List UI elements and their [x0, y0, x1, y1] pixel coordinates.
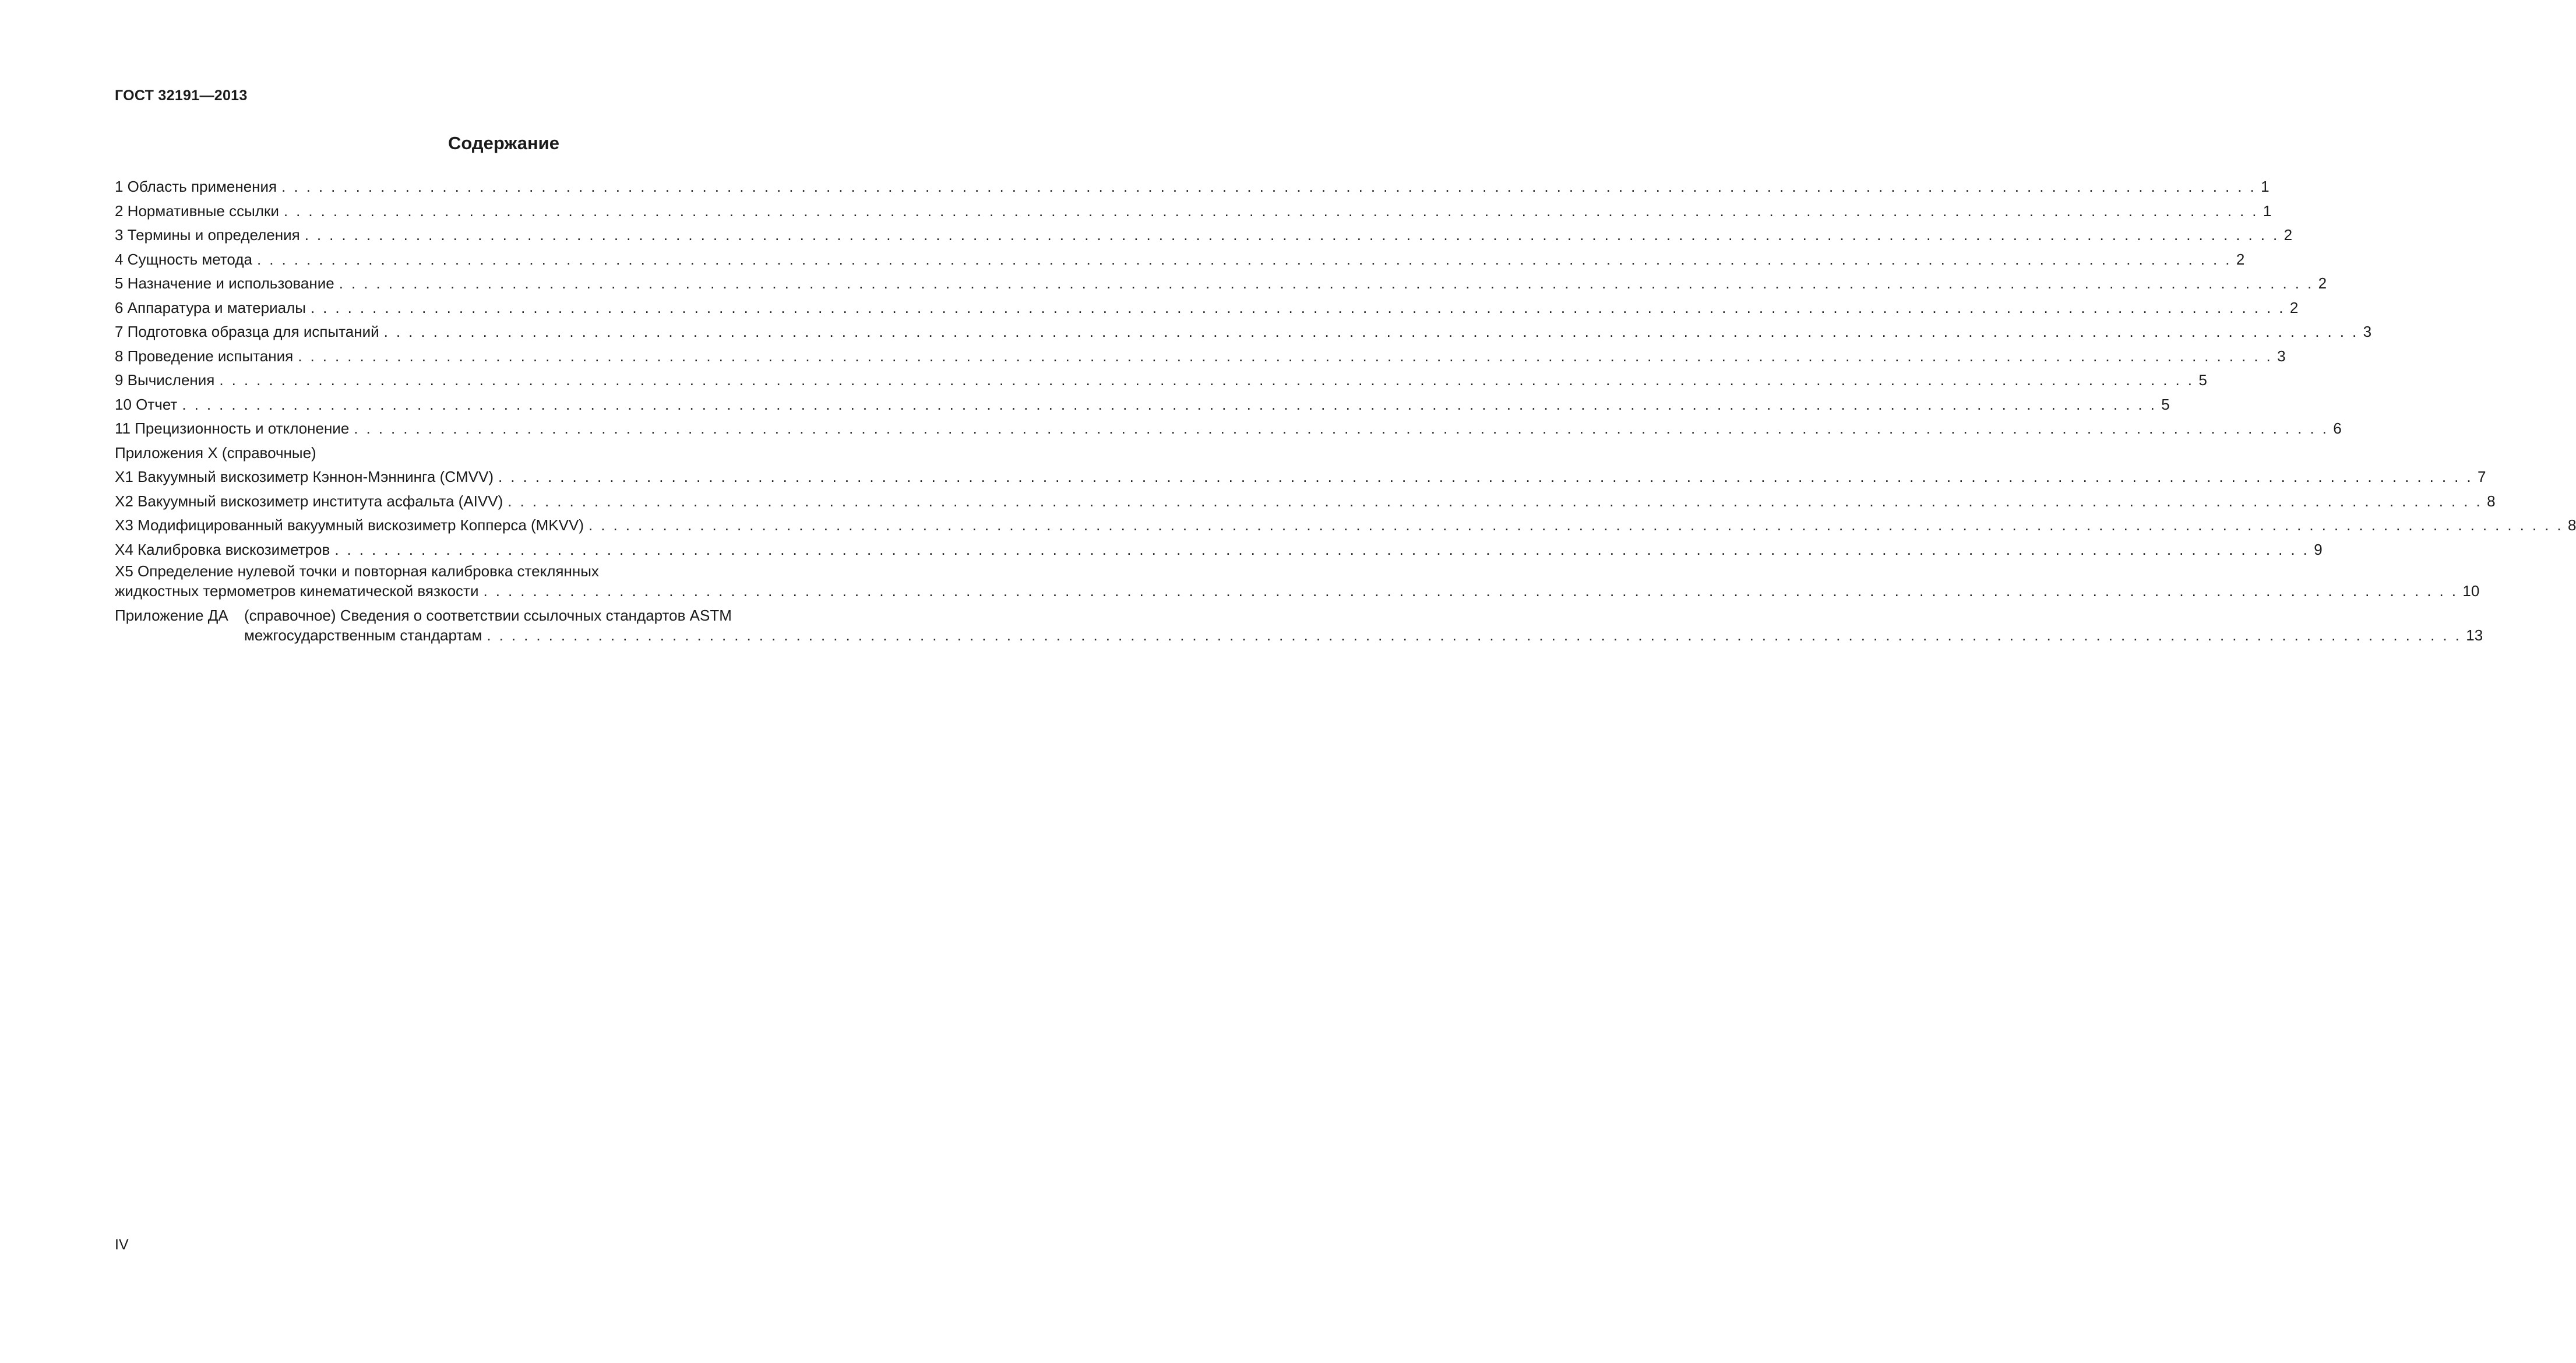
- toc-entry-page: 10: [2462, 582, 2480, 600]
- toc-entry-page: 8: [2567, 516, 2576, 534]
- toc-entry-label: 6 Аппаратура и материалы: [115, 298, 306, 316]
- toc-entry-label-line1: X5 Определение нулевой точки и повторная калибровка стеклянных: [115, 562, 599, 580]
- toc-leader-dots: . . . . . . . . . . . . . . . . . . . . . . . . . . . . . . . . . . . . . . . . . . . . . . . . . . . . . . . . . . . . . . . . . . . . . . . . . . . . . . . . . . . . . . . . . . . . . . . . . . . . . . . . . . . . . . . . . . . . . . . . . . . . . . . . . . . . . . . . . . . . . . . . . . . . . . . . . . . . . . . .: [487, 626, 2462, 644]
- toc-leader-dots: . . . . . . . . . . . . . . . . . . . . . . . . . . . . . . . . . . . . . . . . . . . . . . . . . . . . . . . . . . . . . . . . . . . . . . . . . . . . . . . . . . . . . . . . . . . . . . . . . . . . . . . . . . . . . . . . . . . . . . . . . . . . . . . . . . . . . . . . . . . . . . . . . . . . . . . . . . . . . . . .: [283, 202, 2258, 220]
- toc-entry[interactable]: [115, 175, 2270, 199]
- toc-entry[interactable]: [115, 248, 2245, 272]
- toc-entry-x5[interactable]: [115, 562, 2480, 601]
- toc-entry-label: X2 Вакуумный вискозиметр института асфальта (AIVV): [115, 492, 503, 510]
- toc-entry-page: 7: [2477, 468, 2486, 485]
- toc-entry-page: 8: [2487, 492, 2496, 510]
- toc-entry-page: 6: [2333, 420, 2342, 437]
- toc-entry[interactable]: [115, 272, 2327, 296]
- document-header: ГОСТ 32191—2013: [115, 87, 248, 104]
- toc-entry-label: 11 Прецизионность и отклонение: [115, 420, 350, 437]
- toc-leader-dots: . . . . . . . . . . . . . . . . . . . . . . . . . . . . . . . . . . . . . . . . . . . . . . . . . . . . . . . . . . . . . . . . . . . . . . . . . . . . . . . . . . . . . . . . . . . . . . . . . . . . . . . . . . . . . . . . . . . . . . . . . . . . . . . . . . . . . . . . . . . . . . . . . . . . . . . . . . . . . . . .: [508, 492, 2483, 510]
- toc-entry-label: 5 Назначение и использование: [115, 274, 334, 292]
- toc-entry-label: 1 Область применения: [115, 178, 277, 195]
- toc-entry-appendix-da[interactable]: [115, 606, 2483, 646]
- toc-entry-page: 9: [2314, 540, 2323, 558]
- toc-entry[interactable]: [115, 223, 2293, 248]
- toc-entry-label: 2 Нормативные ссылки: [115, 202, 279, 220]
- toc-entry-page: 13: [2466, 626, 2483, 644]
- toc-entry-label: 9 Вычисления: [115, 371, 215, 389]
- toc-leader-dots: . . . . . . . . . . . . . . . . . . . . . . . . . . . . . . . . . . . . . . . . . . . . . . . . . . . . . . . . . . . . . . . . . . . . . . . . . . . . . . . . . . . . . . . . . . . . . . . . . . . . . . . . . . . . . . . . . . . . . . . . . . . . . . . . . . . . . . . . . . . . . . . . . . . . . . . . . . . . . . . .: [354, 420, 2329, 437]
- toc-entry-label-line2: жидкостных термометров кинематической вязкости: [115, 582, 479, 600]
- toc-entry[interactable]: [115, 199, 2272, 224]
- toc-entry-label: 8 Проведение испытания: [115, 347, 294, 365]
- toc-entry[interactable]: [115, 465, 2486, 489]
- toc-entry-page: 2: [2289, 298, 2299, 316]
- toc-entry[interactable]: [115, 344, 2286, 369]
- toc-entry[interactable]: [115, 489, 2496, 514]
- toc-entry-page: 1: [2261, 178, 2270, 195]
- toc-leader-dots: . . . . . . . . . . . . . . . . . . . . . . . . . . . . . . . . . . . . . . . . . . . . . . . . . . . . . . . . . . . . . . . . . . . . . . . . . . . . . . . . . . . . . . . . . . . . . . . . . . . . . . . . . . . . . . . . . . . . . . . . . . . . . . . . . . . . . . . . . . . . . . . . . . . . . . . . . . . . . . . .: [383, 323, 2359, 340]
- toc-entry-label-line2: межгосударственным стандартам: [244, 626, 482, 644]
- toc-leader-dots: . . . . . . . . . . . . . . . . . . . . . . . . . . . . . . . . . . . . . . . . . . . . . . . . . . . . . . . . . . . . . . . . . . . . . . . . . . . . . . . . . . . . . . . . . . . . . . . . . . . . . . . . . . . . . . . . . . . . . . . . . . . . . . . . . . . . . . . . . . . . . . . . . . . . . . . . . . . . . . . .: [483, 582, 2458, 600]
- toc-entry-label: X4 Калибровка вискозиметров: [115, 540, 330, 558]
- toc-leader-dots: . . . . . . . . . . . . . . . . . . . . . . . . . . . . . . . . . . . . . . . . . . . . . . . . . . . . . . . . . . . . . . . . . . . . . . . . . . . . . . . . . . . . . . . . . . . . . . . . . . . . . . . . . . . . . . . . . . . . . . . . . . . . . . . . . . . . . . . . . . . . . . . . . . . . . . . . . . . . . . . .: [310, 298, 2285, 316]
- appendix-da-prefix: Приложение ДА: [115, 607, 228, 624]
- toc-entry[interactable]: [115, 513, 2576, 538]
- toc-entry-page: 3: [2363, 323, 2372, 340]
- page-number: IV: [115, 1237, 129, 1253]
- toc-entry[interactable]: [115, 320, 2372, 344]
- toc-leader-dots: . . . . . . . . . . . . . . . . . . . . . . . . . . . . . . . . . . . . . . . . . . . . . . . . . . . . . . . . . . . . . . . . . . . . . . . . . . . . . . . . . . . . . . . . . . . . . . . . . . . . . . . . . . . . . . . . . . . . . . . . . . . . . . . . . . . . . . . . . . . . . . . . . . . . . . . . . . . . . . . .: [498, 468, 2473, 485]
- toc-entry[interactable]: [115, 393, 2170, 417]
- toc-leader-dots: . . . . . . . . . . . . . . . . . . . . . . . . . . . . . . . . . . . . . . . . . . . . . . . . . . . . . . . . . . . . . . . . . . . . . . . . . . . . . . . . . . . . . . . . . . . . . . . . . . . . . . . . . . . . . . . . . . . . . . . . . . . . . . . . . . . . . . . . . . . . . . . . . . . . . . . . . . . . . . . .: [298, 347, 2273, 365]
- toc-entry-label-line1: (справочное) Сведения о соответствии ссылочных стандартов ASTM: [244, 607, 732, 624]
- toc-leader-dots: . . . . . . . . . . . . . . . . . . . . . . . . . . . . . . . . . . . . . . . . . . . . . . . . . . . . . . . . . . . . . . . . . . . . . . . . . . . . . . . . . . . . . . . . . . . . . . . . . . . . . . . . . . . . . . . . . . . . . . . . . . . . . . . . . . . . . . . . . . . . . . . . . . . . . . . . . . . . . . . .: [334, 540, 2310, 558]
- toc-title: Содержание: [448, 133, 559, 153]
- toc-entry-page: 2: [2236, 250, 2245, 268]
- toc-entry-page: 1: [2263, 202, 2272, 220]
- toc-leader-dots: . . . . . . . . . . . . . . . . . . . . . . . . . . . . . . . . . . . . . . . . . . . . . . . . . . . . . . . . . . . . . . . . . . . . . . . . . . . . . . . . . . . . . . . . . . . . . . . . . . . . . . . . . . . . . . . . . . . . . . . . . . . . . . . . . . . . . . . . . . . . . . . . . . . . . . . . . . . . . . . .: [589, 516, 2563, 534]
- toc-entry-page: 5: [2198, 371, 2207, 389]
- toc-entry[interactable]: [115, 296, 2299, 321]
- toc-entry-page: 2: [2318, 274, 2327, 292]
- toc-entry-label: 3 Термины и определения: [115, 226, 300, 244]
- toc-entry-page: 5: [2161, 395, 2170, 413]
- toc-leader-dots: . . . . . . . . . . . . . . . . . . . . . . . . . . . . . . . . . . . . . . . . . . . . . . . . . . . . . . . . . . . . . . . . . . . . . . . . . . . . . . . . . . . . . . . . . . . . . . . . . . . . . . . . . . . . . . . . . . . . . . . . . . . . . . . . . . . . . . . . . . . . . . . . . . . . . . . . . . . . . . . .: [281, 178, 2257, 195]
- toc-entry-label: 7 Подготовка образца для испытаний: [115, 323, 379, 340]
- toc-entry-label: X3 Модифицированный вакуумный вискозиметр Копперса (MKVV): [115, 516, 584, 534]
- toc-entry[interactable]: [115, 368, 2207, 393]
- toc-leader-dots: . . . . . . . . . . . . . . . . . . . . . . . . . . . . . . . . . . . . . . . . . . . . . . . . . . . . . . . . . . . . . . . . . . . . . . . . . . . . . . . . . . . . . . . . . . . . . . . . . . . . . . . . . . . . . . . . . . . . . . . . . . . . . . . . . . . . . . . . . . . . . . . . . . . . . . . . . . . . . . . .: [256, 250, 2232, 268]
- toc-entry-label: X1 Вакуумный вискозиметр Кэннон-Мэннинга (CMVV): [115, 468, 494, 485]
- toc-leader-dots: . . . . . . . . . . . . . . . . . . . . . . . . . . . . . . . . . . . . . . . . . . . . . . . . . . . . . . . . . . . . . . . . . . . . . . . . . . . . . . . . . . . . . . . . . . . . . . . . . . . . . . . . . . . . . . . . . . . . . . . . . . . . . . . . . . . . . . . . . . . . . . . . . . . . . . . . . . . . . . . .: [182, 395, 2157, 413]
- appendix-heading: Приложения X (справочные): [115, 443, 316, 462]
- toc-entry-page: 2: [2283, 226, 2293, 244]
- toc-entry[interactable]: [115, 538, 2323, 562]
- toc-entry-label: 4 Сущность метода: [115, 250, 252, 268]
- toc-entry-page: 3: [2277, 347, 2286, 365]
- toc-leader-dots: . . . . . . . . . . . . . . . . . . . . . . . . . . . . . . . . . . . . . . . . . . . . . . . . . . . . . . . . . . . . . . . . . . . . . . . . . . . . . . . . . . . . . . . . . . . . . . . . . . . . . . . . . . . . . . . . . . . . . . . . . . . . . . . . . . . . . . . . . . . . . . . . . . . . . . . . . . . . . . . .: [339, 274, 2314, 292]
- toc-entry-label: 10 Отчет: [115, 395, 178, 413]
- toc-leader-dots: . . . . . . . . . . . . . . . . . . . . . . . . . . . . . . . . . . . . . . . . . . . . . . . . . . . . . . . . . . . . . . . . . . . . . . . . . . . . . . . . . . . . . . . . . . . . . . . . . . . . . . . . . . . . . . . . . . . . . . . . . . . . . . . . . . . . . . . . . . . . . . . . . . . . . . . . . . . . . . . .: [219, 371, 2194, 389]
- table-of-contents: [115, 175, 2576, 646]
- toc-leader-dots: . . . . . . . . . . . . . . . . . . . . . . . . . . . . . . . . . . . . . . . . . . . . . . . . . . . . . . . . . . . . . . . . . . . . . . . . . . . . . . . . . . . . . . . . . . . . . . . . . . . . . . . . . . . . . . . . . . . . . . . . . . . . . . . . . . . . . . . . . . . . . . . . . . . . . . . . . . . . . . . .: [304, 226, 2279, 244]
- toc-entry[interactable]: [115, 417, 2342, 441]
